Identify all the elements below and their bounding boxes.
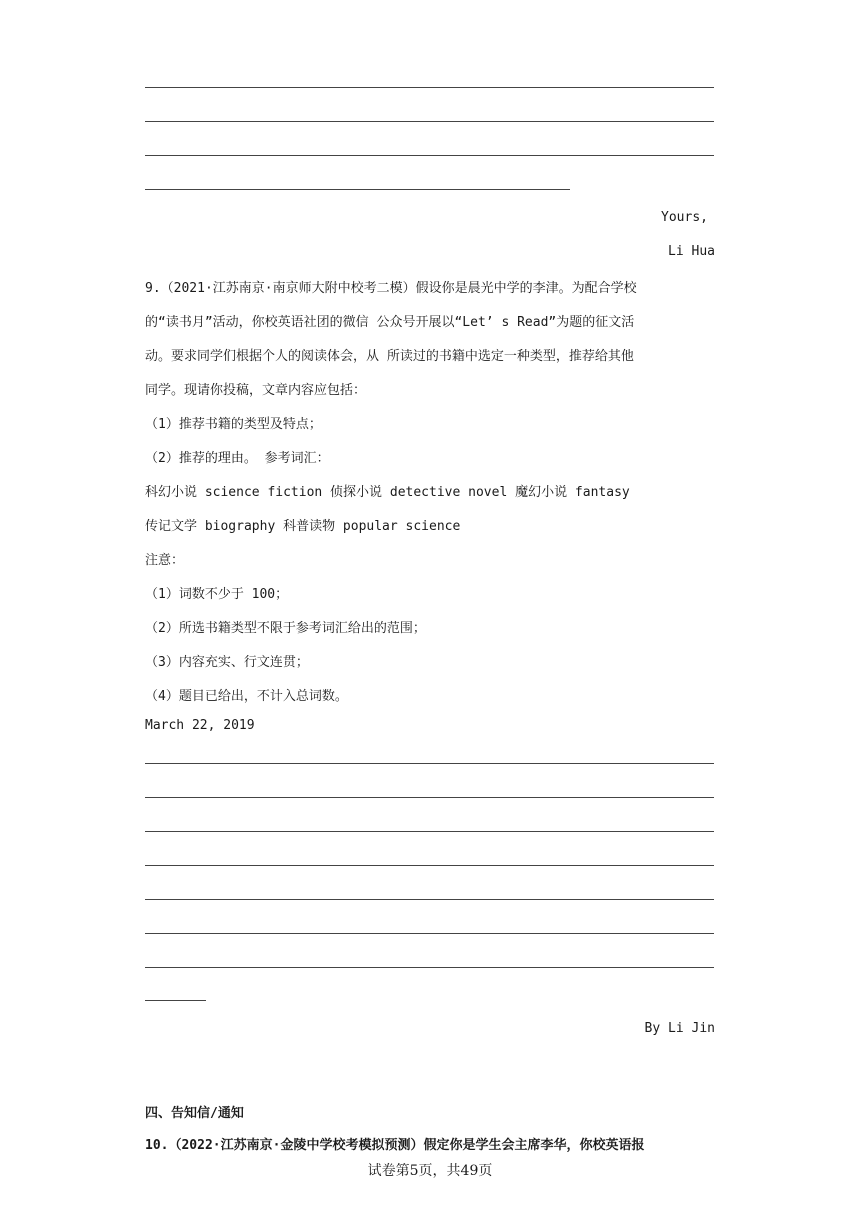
q9-line: （2）推荐的理由。 参考词汇： xyxy=(145,451,330,466)
q9-vocab-line: 传记文学 biography 科普读物 popular science xyxy=(145,519,461,534)
q9-note-heading: 注意： xyxy=(145,553,185,568)
q9-vocab-line: 科幻小说 science fiction 侦探小说 detective novel 魔幻小说 fantasy xyxy=(145,485,630,500)
page-footer: 试卷第5页，共49页 xyxy=(367,1163,493,1179)
answer-line[interactable] xyxy=(145,763,714,764)
q9-signature: By Li Jin xyxy=(644,1021,715,1036)
answer-line[interactable] xyxy=(145,1000,206,1001)
q10-line: 10.（2022·江苏南京·金陵中学校考模拟预测）假定你是学生会主席李华，你校英语报 xyxy=(145,1138,645,1153)
q9-note-item: （2）所选书籍类型不限于参考词汇给出的范围； xyxy=(145,621,426,636)
q9-line: 的“读书月”活动，你校英语社团的微信 公众号开展以“Let’ s Read”为题的征文活 xyxy=(145,315,635,330)
answer-line[interactable] xyxy=(145,87,714,88)
q9-note-item: （3）内容充实、行文连贯； xyxy=(145,655,309,670)
q9-line: 9.（2021·江苏南京·南京师大附中校考二模）假设你是晨光中学的李津。为配合学校 xyxy=(145,281,637,296)
answer-line[interactable] xyxy=(145,797,714,798)
answer-line[interactable] xyxy=(145,933,714,934)
q9-line: 同学。现请你投稿，文章内容应包括： xyxy=(145,383,367,398)
q9-date: March 22, 2019 xyxy=(145,718,255,733)
answer-line[interactable] xyxy=(145,899,714,900)
letter-closing-yours: Yours, xyxy=(661,210,708,225)
letter-closing-signature: Li Hua xyxy=(668,244,715,259)
answer-line[interactable] xyxy=(145,865,714,866)
q9-note-item: （4）题目已给出，不计入总词数。 xyxy=(145,689,348,704)
section-title: 四、告知信/通知 xyxy=(145,1106,244,1121)
answer-line[interactable] xyxy=(145,121,714,122)
answer-line[interactable] xyxy=(145,831,714,832)
answer-line[interactable] xyxy=(145,189,570,190)
q9-line: （1）推荐书籍的类型及特点； xyxy=(145,417,322,432)
q9-note-item: （1）词数不少于 100； xyxy=(145,587,289,602)
q9-line: 动。要求同学们根据个人的阅读体会，从 所读过的书籍中选定一种类型，推荐给其他 xyxy=(145,349,634,364)
answer-line[interactable] xyxy=(145,155,714,156)
answer-line[interactable] xyxy=(145,967,714,968)
